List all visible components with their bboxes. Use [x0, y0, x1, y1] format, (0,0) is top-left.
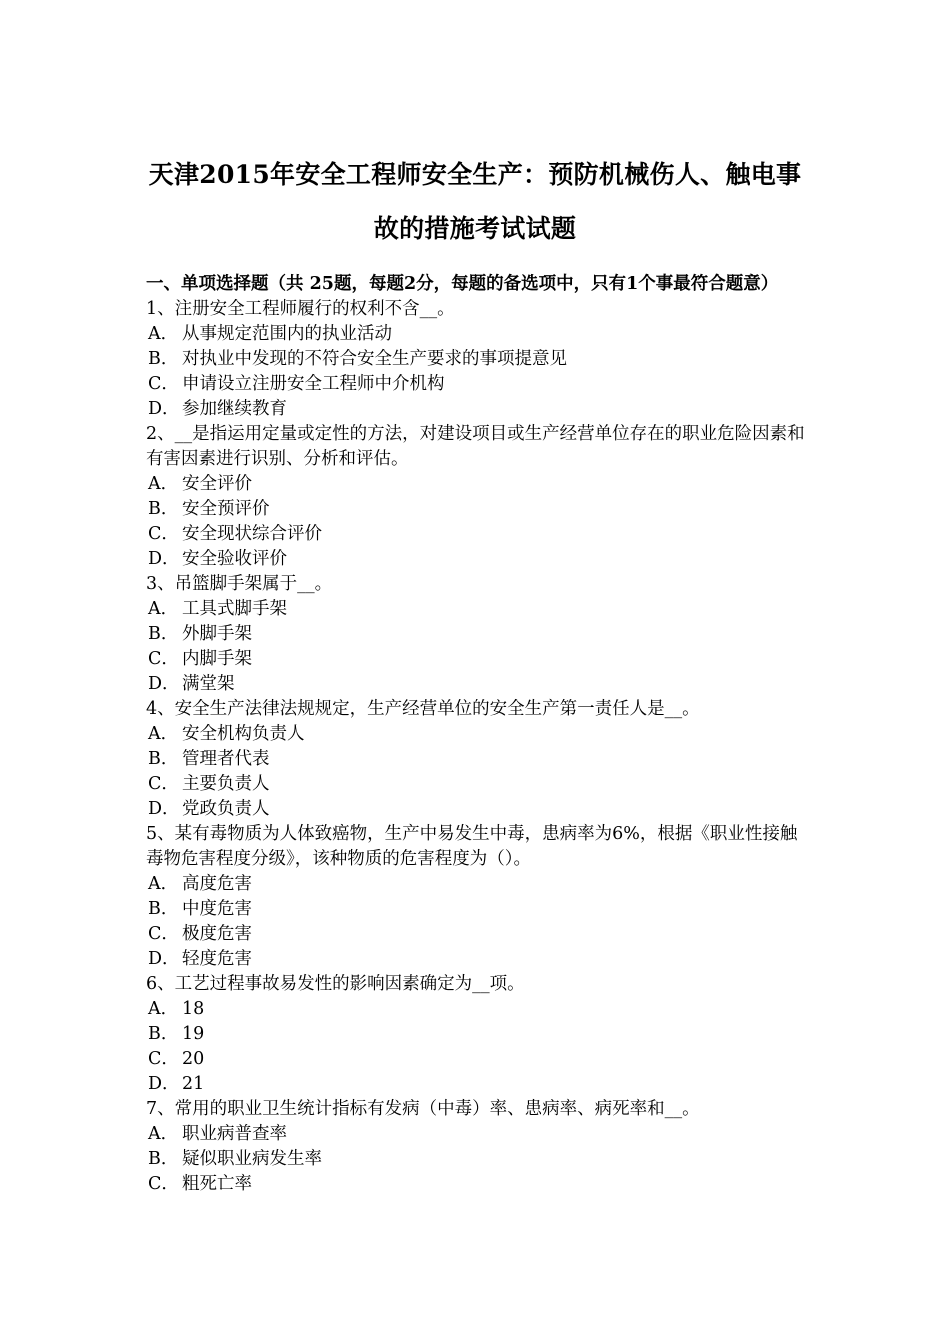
answer-option [146, 747, 810, 772]
question-stem: 7、常用的职业卫生统计指标有发病（中毒）率、患病率、病死率和__。 [146, 1099, 700, 1119]
answer-option [146, 622, 810, 647]
answer-option [146, 997, 810, 1022]
option-text: 安全预评价 [182, 499, 270, 519]
answer-option [146, 1147, 810, 1172]
option-text: 工具式脚手架 [182, 599, 287, 619]
answer-option [146, 897, 810, 922]
answer-option [146, 1122, 810, 1147]
option-text: 管理者代表 [182, 749, 270, 769]
question-stem: 5、某有毒物质为人体致癌物，生产中易发生中毒，患病率为6%，根据《职业性接触毒物危害程度分级》，该种物质的危害程度为（）。 [146, 824, 798, 869]
answer-option [146, 922, 810, 947]
option-letter: D． [148, 399, 180, 419]
answer-option [146, 797, 810, 822]
option-letter: A． [148, 999, 179, 1019]
option-letter: C． [148, 649, 179, 669]
option-letter: B． [148, 624, 179, 644]
answer-option [146, 1172, 810, 1197]
option-text: 申请设立注册安全工程师中介机构 [182, 374, 445, 394]
option-letter: D． [148, 1074, 180, 1094]
answer-option [146, 547, 810, 572]
option-letter: B． [148, 1024, 179, 1044]
option-letter: A． [148, 599, 179, 619]
question-list [146, 297, 810, 1197]
question-stem: 1、注册安全工程师履行的权利不含__。 [146, 299, 455, 319]
option-letter: C． [148, 774, 179, 794]
option-letter: C． [148, 1174, 179, 1194]
option-text: 从事规定范围内的执业活动 [182, 324, 392, 344]
option-text: 高度危害 [182, 874, 252, 894]
answer-option [146, 772, 810, 797]
answer-option [146, 672, 810, 697]
option-text: 党政负责人 [182, 799, 270, 819]
option-letter: B． [148, 749, 179, 769]
question-stem: 3、吊篮脚手架属于__。 [146, 574, 333, 594]
option-letter: C． [148, 374, 179, 394]
answer-option [146, 1022, 810, 1047]
answer-option [146, 472, 810, 497]
option-text: 21 [182, 1074, 205, 1094]
question-stem: 2、__是指运用定量或定性的方法，对建设项目或生产经营单位存在的职业危险因素和有害因素进行识别、分析和评估。 [146, 424, 805, 469]
option-text: 极度危害 [182, 924, 252, 944]
option-text: 粗死亡率 [182, 1174, 252, 1194]
option-text: 对执业中发现的不符合安全生产要求的事项提意见 [182, 349, 567, 369]
option-letter: B． [148, 899, 179, 919]
option-text: 19 [182, 1024, 205, 1044]
option-letter: C． [148, 924, 179, 944]
question-stem: 6、工艺过程事故易发性的影响因素确定为__项。 [146, 974, 525, 994]
option-letter: A． [148, 324, 179, 344]
option-text: 安全现状综合评价 [182, 524, 322, 544]
answer-option [146, 872, 810, 897]
answer-option [146, 397, 810, 422]
option-letter: C． [148, 1049, 179, 1069]
option-letter: A． [148, 874, 179, 894]
option-text: 疑似职业病发生率 [182, 1149, 322, 1169]
option-text: 外脚手架 [182, 624, 252, 644]
option-text: 20 [182, 1049, 205, 1069]
option-text: 安全验收评价 [182, 549, 287, 569]
option-text: 参加继续教育 [182, 399, 287, 419]
answer-option [146, 1072, 810, 1097]
option-text: 中度危害 [182, 899, 252, 919]
option-letter: D． [148, 799, 180, 819]
option-letter: A． [148, 474, 179, 494]
title-line-1: 天津2015年安全工程师安全生产：预防机械伤人、触电事 [148, 160, 802, 189]
option-letter: D． [148, 549, 180, 569]
answer-option [146, 1047, 810, 1072]
title-line-2: 故的措施考试试题 [373, 214, 577, 243]
answer-option [146, 347, 810, 372]
option-letter: D． [148, 949, 180, 969]
document-title [120, 148, 830, 256]
option-letter: A． [148, 1124, 179, 1144]
answer-option [146, 647, 810, 672]
option-text: 18 [182, 999, 205, 1019]
option-text: 安全评价 [182, 474, 252, 494]
document-body [146, 272, 810, 1197]
answer-option [146, 947, 810, 972]
answer-option [146, 497, 810, 522]
answer-option [146, 522, 810, 547]
answer-option [146, 597, 810, 622]
option-letter: B． [148, 349, 179, 369]
option-letter: B． [148, 1149, 179, 1169]
option-letter: A． [148, 724, 179, 744]
answer-option [146, 372, 810, 397]
section-heading: 一、单项选择题（共 25题，每题2分，每题的备选项中，只有1个事最符合题意） [146, 274, 779, 294]
option-letter: C． [148, 524, 179, 544]
option-text: 满堂架 [182, 674, 235, 694]
answer-option [146, 722, 810, 747]
option-letter: B． [148, 499, 179, 519]
option-text: 安全机构负责人 [182, 724, 305, 744]
option-text: 轻度危害 [182, 949, 252, 969]
option-text: 内脚手架 [182, 649, 252, 669]
question-stem: 4、安全生产法律法规规定，生产经营单位的安全生产第一责任人是__。 [146, 699, 700, 719]
answer-option [146, 322, 810, 347]
option-letter: D． [148, 674, 180, 694]
option-text: 职业病普查率 [182, 1124, 287, 1144]
option-text: 主要负责人 [182, 774, 270, 794]
